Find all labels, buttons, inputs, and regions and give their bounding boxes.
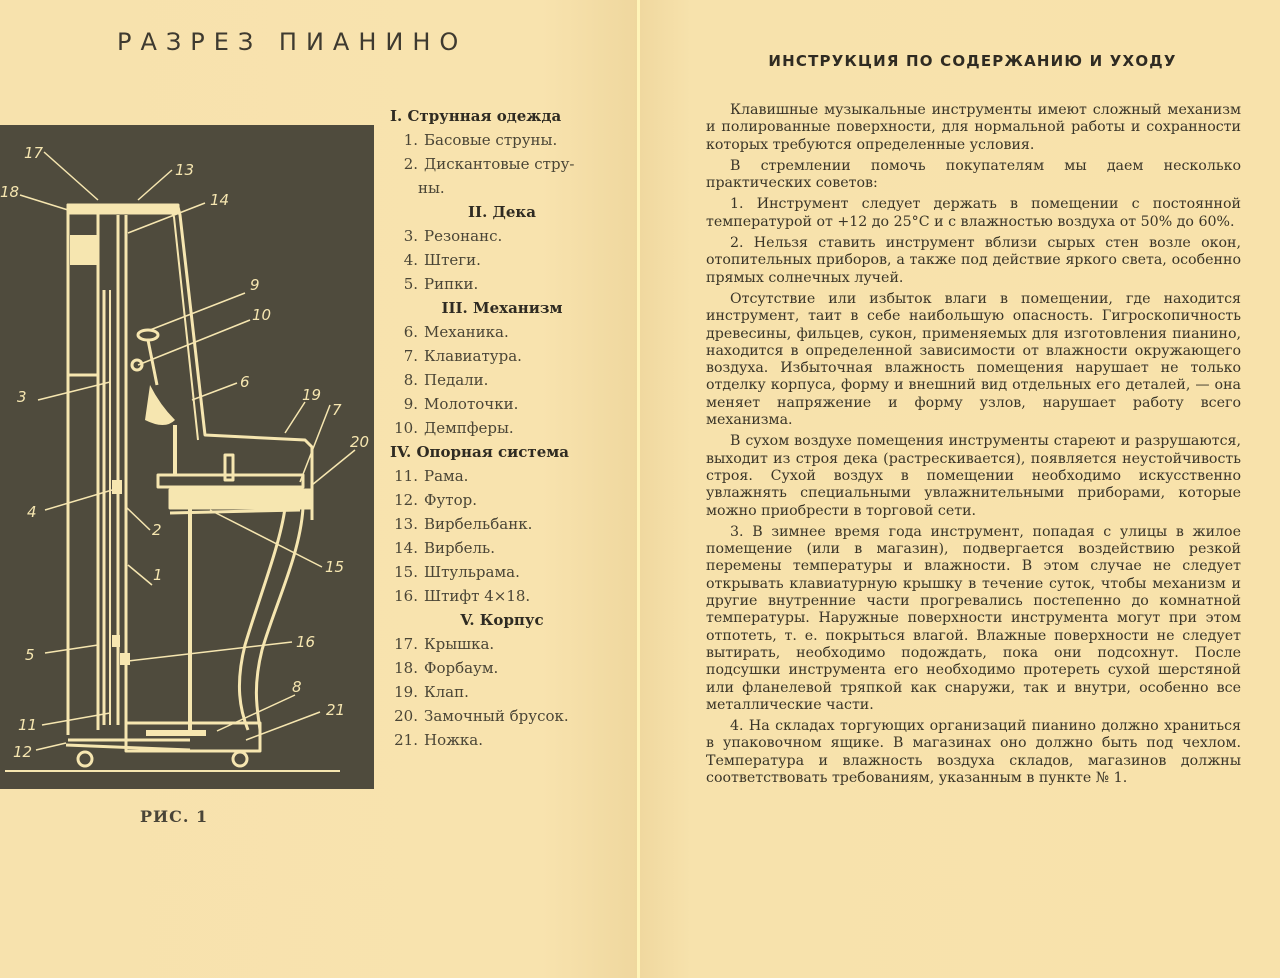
legend-item-number: 9. [403, 395, 418, 413]
legend-section-heading: V. Корпус [460, 611, 544, 629]
legend-item [390, 536, 590, 560]
pedal-shape [146, 730, 206, 736]
legend-item-number: 20. [394, 707, 418, 725]
figure-label: 18 [0, 183, 20, 201]
legend-item-label: Педали. [424, 371, 489, 389]
legend-item [390, 248, 590, 272]
legend-item [390, 560, 590, 584]
legend-item [390, 344, 590, 368]
legend-item [390, 656, 590, 680]
figure-label: 11 [18, 716, 38, 734]
instruction-paragraph: 4. На складах торгующих организаций пианино должно храниться в упаковочном ящике. В магазинах оно должно быть под чехлом. Температура и влажность воздуха складов, магазинов должны соответствовать требованиям, указанным в пункте № 1. [706, 718, 1241, 786]
figure-label: 4 [27, 503, 37, 521]
legend-item-label: Клап. [424, 683, 469, 701]
legend-item-number: 7. [403, 347, 418, 365]
legend-item-label: Механика. [424, 323, 509, 341]
legend-item-number: 17. [394, 635, 418, 653]
legend-item-label: Форбаум. [424, 659, 499, 677]
instruction-paragraph: 2. Нельзя ставить инструмент вблизи сырых стен возле окон, отопительных приборов, а также под действие яркого света, особенно прямых солнечных лучей. [706, 235, 1241, 286]
legend-item-number: 15. [394, 563, 418, 581]
piano-cross-section-figure [0, 125, 374, 789]
figure-label: 16 [296, 633, 316, 651]
legend-item [390, 152, 590, 176]
figure-label: 3 [17, 388, 27, 406]
left-page-title: РАЗРЕЗ ПИАНИНО [117, 28, 468, 56]
legend-item-number: 8. [403, 371, 418, 389]
legend-item-label: Вирбель. [424, 539, 495, 557]
legend-item [390, 128, 590, 152]
legend-item [390, 512, 590, 536]
instruction-paragraph: 3. В зимнее время года инструмент, попадая с улицы в жилое помещение (или в магазин), подвергается воздействию резкой перемены температуры и влажности. В этом случае не следует открывать клавиатурную крышку в течение суток, чтобы механизм и другие внутренние части прогревались постепенно до комнатной температуры. Наружные поверхности инструмента могут при этом отпотеть, т. е. покрыться влагой. Влажные поверхности не следует вытирать, необходимо подождать, пока они подсохнут. После подсушки инструмента его необходимо протереть сухой шерстяной или фланелевой тряпкой как снаружи, так и внутри, особенно все металлические части. [706, 523, 1241, 713]
legend-item-number: 21. [394, 731, 418, 749]
legend-item [390, 272, 590, 296]
legend-item-number: 18. [394, 659, 418, 677]
legend-item-number: 2. [403, 155, 418, 173]
figure-label: 20 [350, 433, 370, 451]
legend-item-label: Молоточки. [424, 395, 519, 413]
legend-item-label: Вирбельбанк. [424, 515, 533, 533]
figure-label: 17 [24, 144, 44, 162]
instruction-paragraph: В сухом воздухе помещения инструменты стареют и разрушаются, выходит из строя дека (растрескивается), появляется неустойчивость строя. Сухой воздух в помещении необходимо искусственно увлажнять специальными увлажнительными приборами, которые можно приобрести в торговой сети. [706, 433, 1241, 519]
legend-item [390, 632, 590, 656]
legend-item-label: Штифт 4×18. [424, 587, 531, 605]
left-page [0, 0, 638, 978]
legend-item-label: Дискантовые стру- [424, 155, 575, 173]
figure-label: 7 [332, 401, 342, 419]
leg-curve-front [239, 508, 285, 730]
legend-item-label: Демпферы. [424, 419, 514, 437]
legend-item-number: 6. [403, 323, 418, 341]
caster-right [233, 752, 247, 766]
legend-item [390, 416, 590, 440]
legend-item-number: 12. [394, 491, 418, 509]
legend-section-heading: I. Струнная одежда [390, 107, 562, 125]
forbaum-shape [68, 205, 98, 375]
legend-item-number: 1. [403, 131, 418, 149]
legend-item-number: 5. [403, 275, 418, 293]
legend-item [390, 488, 590, 512]
legend-item-number: 11. [394, 467, 418, 485]
legend-item-continuation: ны. [418, 179, 445, 197]
figure-label: 8 [292, 678, 302, 696]
legend-item-number: 10. [394, 419, 418, 437]
legend-item-label: Басовые струны. [424, 131, 558, 149]
legend-item-number: 3. [403, 227, 418, 245]
legend-item-label: Футор. [424, 491, 477, 509]
legend-item-label: Рама. [424, 467, 469, 485]
legend-item-number: 4. [403, 251, 418, 269]
figure-label: 1 [153, 566, 163, 584]
legend-item-number: 19. [394, 683, 418, 701]
legend-item [390, 368, 590, 392]
parts-legend [390, 104, 590, 752]
figure-label: 9 [250, 276, 260, 294]
legend-item [390, 704, 590, 728]
legend-item-label: Ножка. [424, 731, 483, 749]
legend-item-label: Штульрама. [424, 563, 520, 581]
legend-item-label: Резонанс. [424, 227, 503, 245]
instructions-body [706, 102, 1241, 791]
figure-label: 21 [326, 701, 346, 719]
figure-label: 15 [325, 558, 345, 576]
legend-item [390, 224, 590, 248]
legend-item [390, 728, 590, 752]
legend-item [390, 320, 590, 344]
instruction-paragraph: В стремлении помочь покупателям мы даем несколько практических советов: [706, 157, 1241, 192]
legend-item-label: Замочный брусок. [424, 707, 569, 725]
hammer-shape [138, 330, 158, 340]
legend-item [390, 584, 590, 608]
legend-item [390, 680, 590, 704]
figure-label: 14 [210, 191, 230, 209]
figure-label: 12 [13, 743, 33, 761]
legend-item [390, 392, 590, 416]
caster-left [78, 752, 92, 766]
legend-item [390, 464, 590, 488]
instruction-paragraph: Клавишные музыкальные инструменты имеют сложный механизм и полированные поверхности, для нормальной работы и сохранности которых требуются определенные условия. [706, 102, 1241, 153]
legend-section-heading: IV. Опорная система [390, 443, 569, 461]
legend-item-label: Рипки. [424, 275, 479, 293]
legend-item-label: Клавиатура. [424, 347, 522, 365]
right-page-title: ИНСТРУКЦИЯ ПО СОДЕРЖАНИЮ И УХОДУ [768, 52, 1177, 70]
figure-label: 2 [152, 521, 162, 539]
piano-diagram [0, 125, 374, 789]
figure-label: 13 [175, 161, 195, 179]
legend-item-label: Крышка. [424, 635, 495, 653]
legend-section-heading: II. Дека [468, 203, 536, 221]
figure-label: 19 [302, 386, 322, 404]
legend-item-label: Штеги. [424, 251, 481, 269]
legend-section-heading: III. Механизм [441, 299, 563, 317]
front-panel-line [178, 207, 312, 520]
figure-caption: РИС. 1 [140, 807, 209, 826]
figure-label: 5 [25, 646, 35, 664]
legend-item-number: 13. [394, 515, 418, 533]
figure-label: 10 [252, 306, 272, 324]
key-slip-shape [170, 490, 310, 508]
figure-label: 6 [240, 373, 250, 391]
instruction-paragraph: Отсутствие или избыток влаги в помещении, где находится инструмент, таит в себе наибольшую опасность. Гигроскопичность древесины, фильцев, сукон, применяемых для изготовления пианино, находится в определенной зависимости от влажности окружающего воздуха. Избыточная влажность помещения нарушает не только отделку корпуса, форму и внешний вид отдельных его деталей, — она меняет напряжение и форму узлов, нарушает работу всего механизма. [706, 290, 1241, 429]
legend-item-number: 16. [394, 587, 418, 605]
instruction-paragraph: 1. Инструмент следует держать в помещении с постоянной температурой от +12 до 25°С и с влажностью воздуха от 50% до 60%. [706, 196, 1241, 230]
legend-item-number: 14. [394, 539, 418, 557]
